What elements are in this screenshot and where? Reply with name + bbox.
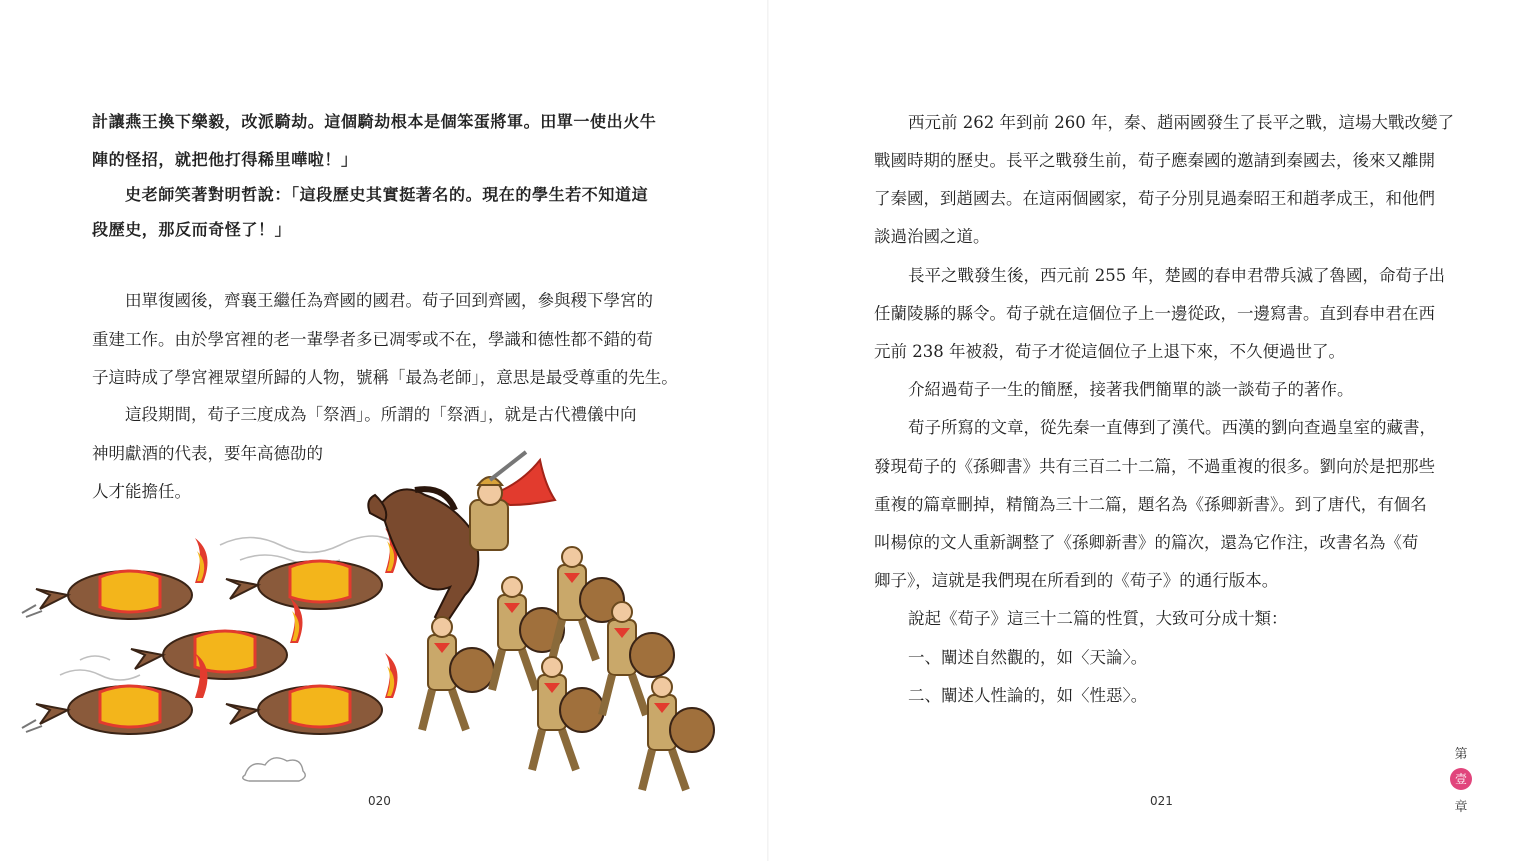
paragraph-line: 任蘭陵縣的縣令。荀子就在這個位子上一邊從政，一邊寫書。直到春申君在西 — [874, 304, 1435, 323]
paragraph-line: 介紹過荀子一生的簡歷，接著我們簡單的談一談荀子的著作。 — [908, 380, 1354, 399]
paragraph-line: 神明獻酒的代表，要年高德劭的 — [92, 444, 323, 463]
chapter-tab-bottom: 章 — [1454, 800, 1468, 815]
dialogue-line: 陣的怪招，就把他打得稀里嘩啦！」 — [92, 150, 358, 169]
paragraph-line: 重建工作。由於學宮裡的老一輩學者多已凋零或不在，學識和德性都不錯的荀 — [92, 330, 653, 349]
paragraph-line: 這段期間，荀子三度成為「祭酒」。所謂的「祭酒」，就是古代禮儀中向 — [125, 405, 637, 424]
chapter-number-badge: 壹 — [1450, 768, 1472, 790]
fire-ox-battle-illustration — [20, 445, 740, 825]
paragraph-line: 叫楊倞的文人重新調整了《孫卿新書》的篇次，還為它作注，改書名為《荀 — [874, 533, 1419, 552]
ox-group — [22, 528, 398, 734]
paragraph-line: 人才能擔任。 — [92, 482, 191, 501]
paragraph-line: 西元前 262 年到前 260 年，秦、趙兩國發生了長平之戰，這場大戰改變了 — [908, 113, 1454, 132]
list-item: 一、闡述自然觀的，如〈天論〉。 — [908, 648, 1148, 667]
paragraph-line: 戰國時期的歷史。長平之戰發生前，荀子應秦國的邀請到秦國去，後來又離開 — [874, 151, 1435, 170]
paragraph-line: 了秦國，到趙國去。在這兩個國家，荀子分別見過秦昭王和趙孝成王，和他們 — [874, 189, 1435, 208]
paragraph-line: 重複的篇章刪掉，精簡為三十二篇，題名為《孫卿新書》。到了唐代，有個名 — [874, 495, 1427, 514]
paragraph-line: 卿子》，這就是我們現在所看到的《荀子》的通行版本。 — [874, 571, 1279, 590]
paragraph-line: 談過治國之道。 — [874, 227, 990, 246]
paragraph-line: 長平之戰發生後，西元前 255 年，楚國的春申君帶兵滅了魯國，命荀子出 — [908, 266, 1445, 285]
paragraph-line: 田單復國後，齊襄王繼任為齊國的國君。荀子回到齊國，參與稷下學宮的 — [125, 291, 653, 310]
paragraph-line: 子這時成了學宮裡眾望所歸的人物，號稱「最為老師」，意思是最受尊重的先生。 — [92, 368, 678, 387]
right-page — [768, 0, 1537, 861]
page-number: 021 — [1150, 794, 1173, 808]
paragraph-line: 元前 238 年被殺，荀子才從這個位子上退下來，不久便過世了。 — [874, 342, 1345, 361]
dialogue-line: 段歷史，那反而奇怪了！」 — [92, 220, 292, 239]
paragraph-line: 說起《荀子》這三十二篇的性質，大致可分成十類： — [908, 609, 1288, 628]
paragraph-line: 發現荀子的《孫卿書》共有三百二十二篇，不過重複的很多。劉向於是把那些 — [874, 457, 1435, 476]
dialogue-line: 計讓燕王換下樂毅，改派騎劫。這個騎劫根本是個笨蛋將軍。田單一使出火牛 — [92, 112, 657, 131]
page-number: 020 — [368, 794, 391, 808]
chapter-tab-top: 第 — [1454, 747, 1468, 762]
dialogue-line: 史老師笑著對明哲說：「這段歷史其實挺著名的。現在的學生若不知道這 — [125, 185, 649, 204]
list-item: 二、闡述人性論的，如〈性惡〉。 — [908, 686, 1148, 705]
chapter-tab — [1448, 743, 1474, 815]
general-on-horse — [368, 452, 555, 625]
paragraph-line: 荀子所寫的文章，從先秦一直傳到了漢代。西漢的劉向查過皇室的藏書， — [908, 418, 1436, 437]
small-cloud — [243, 758, 306, 781]
